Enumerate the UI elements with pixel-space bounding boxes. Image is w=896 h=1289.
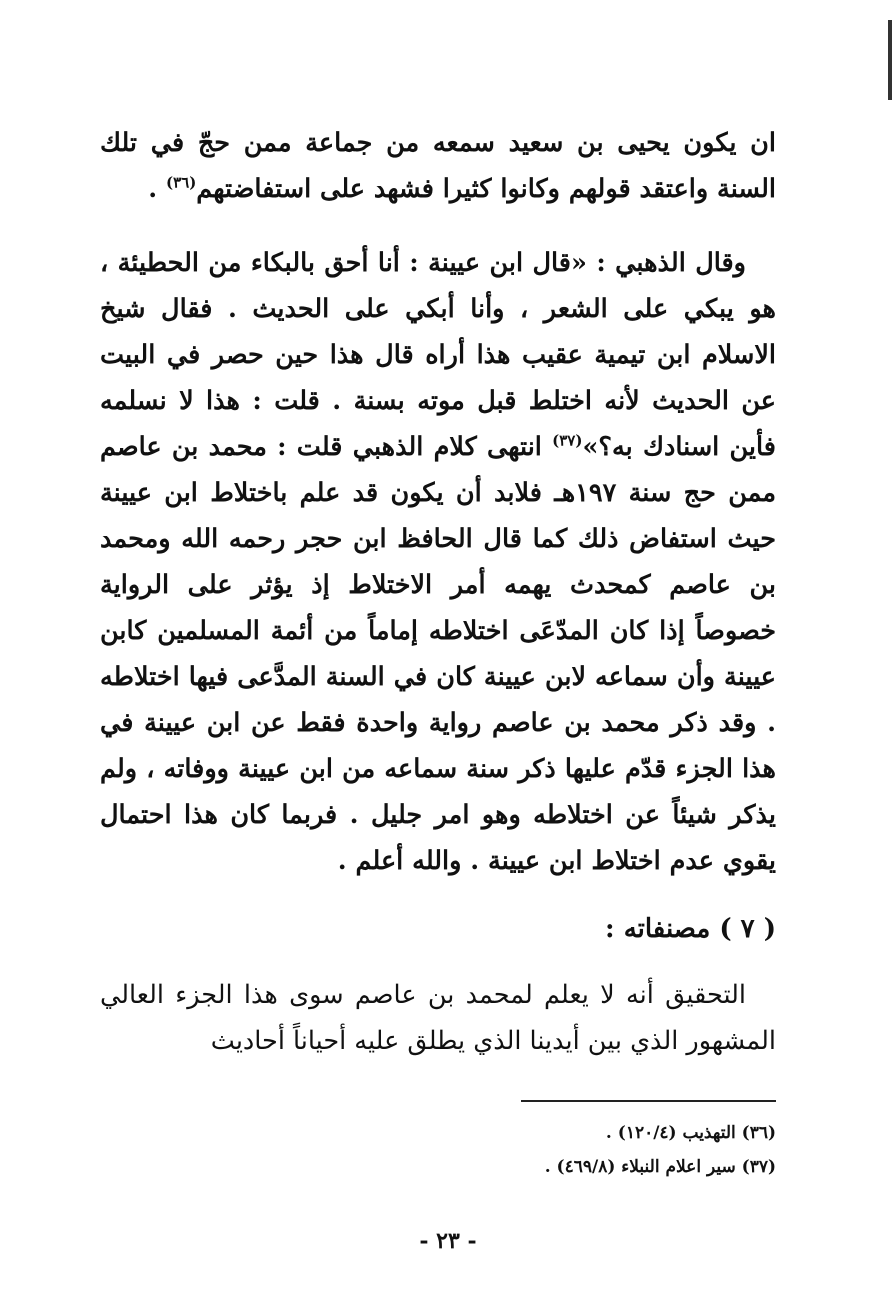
scan-edge-mark — [888, 20, 892, 100]
paragraph-1-end: . — [148, 174, 166, 204]
footnote-ref-36: (٣٦) — [165, 173, 197, 192]
footnote-divider — [521, 1100, 776, 1102]
footnotes — [176, 1116, 776, 1184]
paragraph-1 — [100, 120, 776, 212]
section-heading: ( ٧ ) مصنفاته : — [605, 914, 776, 944]
footnote-36: (٣٦) التهذيب (١٢٠/٤) . — [605, 1123, 776, 1143]
paragraph-2 — [100, 240, 776, 884]
footnote-ref-37: (٣٧) — [552, 431, 583, 450]
paragraph-2-quote: وقال الذهبي : «قال ابن عيينة : أنا أحق بالبكاء من الحطيئة ، هو يبكي على الشعر ، وأنا أبكي على الحديث . فقال شيخ الاسلام ابن تيمية عقيب هذا أراه قال هذا حين حصر في البيت عن الحديث لأنه اختلط قبل موته بسنة . قلت : هذا لا نسلمه فأين اسنادك به؟» — [100, 248, 776, 462]
paragraph-2-text: انتهى كلام الذهبي قلت : محمد بن عاصم ممن حج سنة ١٩٧هـ فلابد أن يكون قد علم باختلاط ابن عيينة حيث استفاض ذلك كما قال الحافظ ابن حجر رحمه الله ومحمد بن عاصم كمحدث يهمه أمر الاختلاط إذ يؤثر على الرواية خصوصاً إذا كان المدّعَى اختلاطه إماماً من أئمة المسلمين كابن عيينة وأن سماعه لابن عيينة كان في السنة المدَّعى فيها اختلاطه . وقد ذكر محمد بن عاصم رواية واحدة فقط عن ابن عيينة في هذا الجزء قدّم عليها ذكر سنة سماعه من ابن عيينة ووفاته ، ولم يذكر شيئاً عن اختلاطه وهو امر جليل . فربما كان هذا احتمال يقوي عدم اختلاط ابن عيينة . والله أعلم . — [100, 432, 777, 876]
page-body — [100, 120, 776, 1064]
page-number: - ٢٣ - — [419, 1228, 477, 1254]
paragraph-3: التحقيق أنه لا يعلم لمحمد بن عاصم سوى هذا الجزء العالي المشهور الذي بين أيدينا الذي يطلق عليه أحياناً أحاديث — [100, 980, 776, 1056]
footnote-37: (٣٧) سير اعلام النبلاء (٤٦٩/٨) . — [544, 1157, 776, 1177]
paragraph-1-text: ان يكون يحيى بن سعيد سمعه من جماعة ممن حجّ في تلك السنة واعتقد قولهم وكانوا كثيرا فشهد على استفاضتهم — [100, 128, 776, 204]
